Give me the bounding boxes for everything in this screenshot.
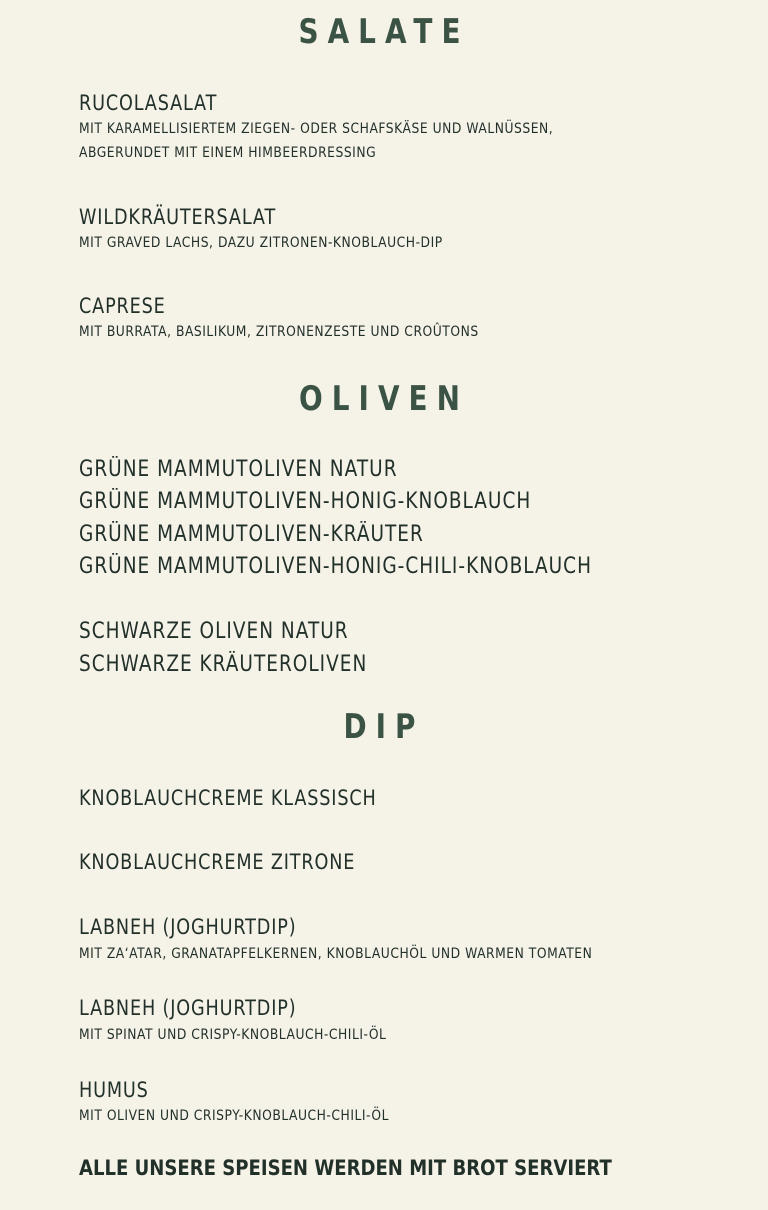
- olive-item: SCHWARZE KRÄUTEROLIVEN: [79, 652, 368, 677]
- olive-item: GRÜNE MAMMUTOLIVEN-HONIG-KNOBLAUCH: [79, 489, 532, 514]
- section-title-oliven: OLIVEN: [299, 379, 469, 419]
- menu-item-description: ABGERUNDET MIT EINEM HIMBEERDRESSING: [79, 145, 377, 161]
- menu-item-name: CAPRESE: [79, 294, 166, 318]
- menu-item-description: MIT SPINAT UND CRISPY-KNOBLAUCH-CHILI-ÖL: [79, 1027, 387, 1043]
- section-title-dip: DIP: [343, 707, 425, 747]
- menu-item-name: WILDKRÄUTERSALAT: [79, 205, 277, 229]
- olive-item: GRÜNE MAMMUTOLIVEN-KRÄUTER: [79, 522, 424, 547]
- menu-item-name: RUCOLASALAT: [79, 91, 218, 115]
- menu-item-name: LABNEH (JOGHURTDIP): [79, 996, 297, 1020]
- menu-item-description: MIT ZA‘ATAR, GRANATAPFELKERNEN, KNOBLAUCHÖL UND WARMEN TOMATEN: [79, 946, 593, 962]
- olive-item: GRÜNE MAMMUTOLIVEN-HONIG-CHILI-KNOBLAUCH: [79, 554, 593, 579]
- menu-item-name: KNOBLAUCHCREME KLASSISCH: [79, 786, 377, 810]
- menu-item-name: HUMUS: [79, 1078, 149, 1102]
- menu-item-description: MIT GRAVED LACHS, DAZU ZITRONEN-KNOBLAUCH-DIP: [79, 235, 443, 251]
- menu-item-description: MIT OLIVEN UND CRISPY-KNOBLAUCH-CHILI-ÖL: [79, 1108, 389, 1124]
- olive-item: SCHWARZE OLIVEN NATUR: [79, 619, 349, 644]
- menu-item-name: LABNEH (JOGHURTDIP): [79, 915, 297, 939]
- section-title-salate: SALATE: [298, 12, 470, 52]
- footer-note: ALLE UNSERE SPEISEN WERDEN MIT BROT SERVIERT: [79, 1156, 612, 1180]
- olive-item: GRÜNE MAMMUTOLIVEN NATUR: [79, 457, 398, 482]
- menu-item-description: MIT BURRATA, BASILIKUM, ZITRONENZESTE UND CROÛTONS: [79, 324, 479, 340]
- menu-item-description: MIT KARAMELLISIERTEM ZIEGEN- ODER SCHAFSKÄSE UND WALNÜSSEN,: [79, 121, 554, 137]
- menu-item-name: KNOBLAUCHCREME ZITRONE: [79, 850, 356, 874]
